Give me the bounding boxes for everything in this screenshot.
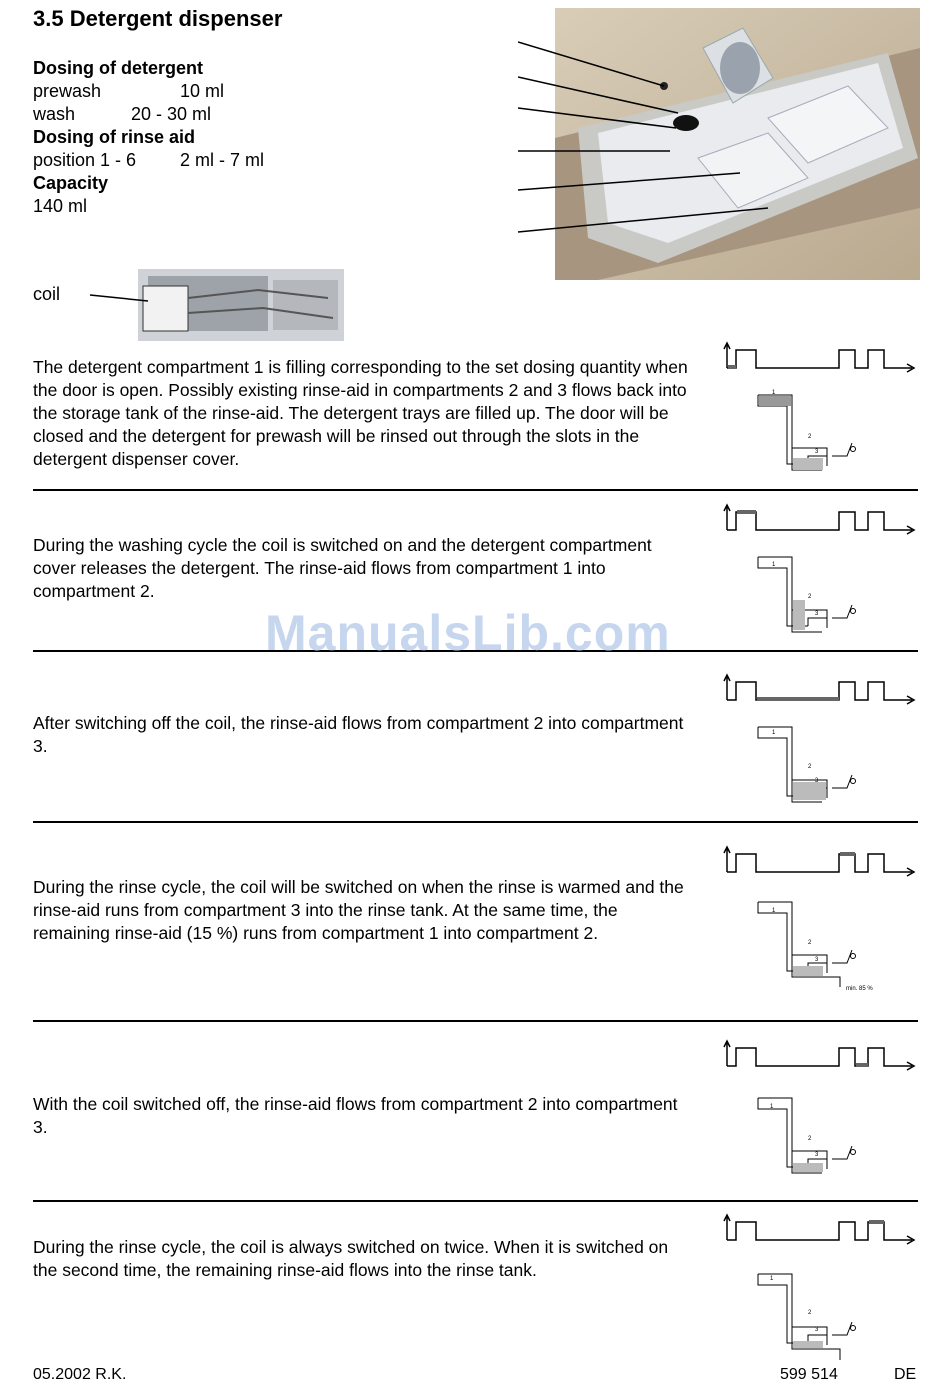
svg-text:1: 1 bbox=[772, 908, 776, 914]
footer-lang: DE bbox=[894, 1366, 917, 1383]
svg-text:3: 3 bbox=[815, 957, 819, 963]
divider bbox=[33, 821, 918, 823]
dosing-rinse-heading: Dosing of rinse aid bbox=[33, 127, 196, 147]
coil-photo bbox=[88, 268, 346, 342]
svg-text:3: 3 bbox=[815, 1152, 819, 1158]
prewash-value: 10 ml bbox=[180, 81, 225, 101]
capacity-value: 140 ml bbox=[33, 196, 88, 216]
svg-text:1: 1 bbox=[772, 562, 776, 568]
svg-text:2: 2 bbox=[808, 940, 812, 946]
cycle-diagram-5 bbox=[722, 1036, 922, 1186]
cycle-diagram-4 bbox=[722, 842, 922, 1002]
divider bbox=[33, 1020, 918, 1022]
divider bbox=[33, 489, 918, 491]
divider bbox=[33, 1200, 918, 1202]
svg-text:3: 3 bbox=[815, 778, 819, 784]
cycle-diagram-6 bbox=[722, 1210, 922, 1375]
min-label: min. 85 % bbox=[846, 986, 873, 992]
capacity-heading: Capacity bbox=[33, 173, 109, 193]
svg-text:1: 1 bbox=[770, 1276, 774, 1282]
section-2-text: During the washing cycle the coil is switched on and the detergent compartment cover releases the detergent. The rinse-aid flows from compartment 1 into compartment 2. bbox=[33, 535, 652, 601]
svg-text:2: 2 bbox=[808, 764, 812, 770]
svg-text:2: 2 bbox=[808, 434, 812, 440]
svg-text:2: 2 bbox=[808, 594, 812, 600]
svg-text:1: 1 bbox=[772, 390, 776, 396]
page-title: 3.5 Detergent dispenser bbox=[33, 6, 283, 31]
dosing-detergent-heading: Dosing of detergent bbox=[33, 58, 203, 78]
section-4-text: During the rinse cycle, the coil will be switched on when the rinse is warmed and the rinse-aid runs from compartment 3 into the rinse tank. At the same time, the remaining rinse-aid (15 %) runs from compartment 1 into compartment 2. bbox=[33, 877, 684, 943]
svg-text:1: 1 bbox=[772, 730, 776, 736]
cycle-diagram-2 bbox=[722, 500, 922, 645]
position-label: position 1 - 6 bbox=[33, 150, 137, 170]
position-value: 2 ml - 7 ml bbox=[180, 150, 265, 170]
svg-text:3: 3 bbox=[815, 1327, 819, 1333]
wash-label: wash bbox=[33, 104, 76, 124]
footer-doc-number: 599 514 bbox=[780, 1366, 838, 1383]
prewash-label: prewash bbox=[33, 81, 102, 101]
coil-label: coil bbox=[33, 284, 61, 304]
footer-date: 05.2002 R.K. bbox=[33, 1366, 127, 1383]
svg-text:3: 3 bbox=[815, 449, 819, 455]
section-3-text: After switching off the coil, the rinse-aid flows from compartment 2 into compartment 3. bbox=[33, 713, 684, 756]
section-6-text: During the rinse cycle, the coil is always switched on twice. When it is switched on the second time, the remaining rinse-aid flows into the rinse tank. bbox=[33, 1237, 669, 1280]
svg-text:2: 2 bbox=[808, 1310, 812, 1316]
cycle-diagram-3 bbox=[722, 670, 922, 815]
dispenser-photo bbox=[518, 8, 920, 282]
svg-text:3: 3 bbox=[815, 611, 819, 617]
wash-value: 20 - 30 ml bbox=[131, 104, 212, 124]
watermark: ManualsLib.com bbox=[265, 605, 671, 661]
svg-text:2: 2 bbox=[808, 1136, 812, 1142]
svg-text:1: 1 bbox=[770, 1104, 774, 1110]
section-1-text: The detergent compartment 1 is filling corresponding to the set dosing quantity when the door is open. Possibly existing rinse-aid in compartments 2 and 3 flows back into the storage tank of the rinse-aid. The detergent trays are filled up. The door will be closed and the detergent for prewash will be rinsed out through the slots in the detergent dispenser cover. bbox=[33, 357, 688, 469]
section-5-text: With the coil switched off, the rinse-aid flows from compartment 2 into compartment 3. bbox=[33, 1094, 678, 1137]
cycle-diagram-1 bbox=[722, 338, 922, 483]
